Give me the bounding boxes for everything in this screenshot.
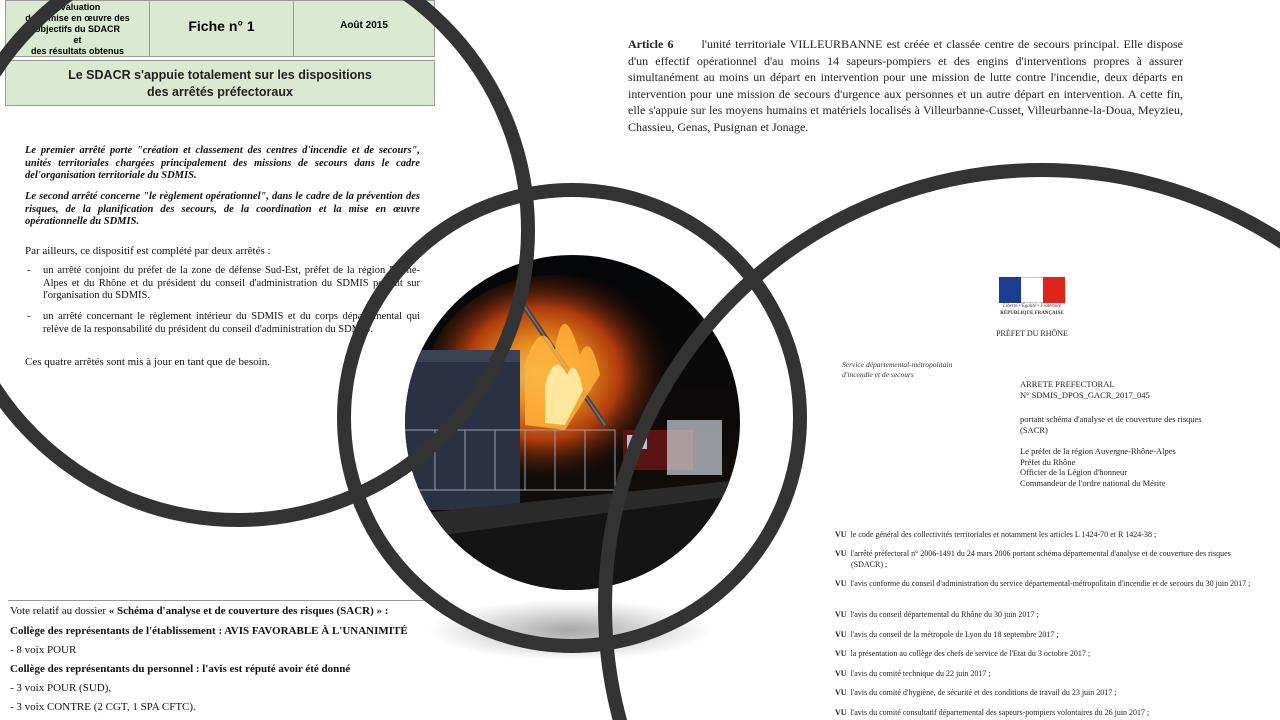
- vu-text: l'arrêté préfectoral n° 2006-1491 du 24 mars 2006 portant schéma départemental d'analyse et de couverture des risques (SDACR) ;: [850, 549, 1231, 569]
- service-label: [842, 360, 992, 380]
- vote-line-1: [10, 605, 388, 617]
- fiche-paragraph-2: Le second arrêté concerne "le règlement opérationnel", dans le cadre de la prévention des risques, de la planification des secours, de la coordination et la mise en œuvre opérationnelle du SDMIS.: [25, 191, 420, 227]
- arrete-document: [830, 270, 1280, 720]
- flag-white: [1021, 277, 1043, 303]
- flag-red: [1043, 277, 1065, 303]
- fiche-bullet-1: [27, 265, 420, 303]
- fiche-bullet-2: [27, 311, 420, 336]
- flag-blue: [999, 277, 1021, 303]
- subject-line: portant schéma d'analyse et de couverture des risques: [1020, 414, 1202, 424]
- arrete-title: [1020, 379, 1250, 400]
- article-text: [628, 36, 1183, 135]
- fiche-header: [5, 0, 435, 57]
- vu-label: VU: [835, 530, 847, 539]
- fiche-date: Août 2015: [340, 20, 388, 31]
- vu-text: l'avis du comité technique du 22 juin 2017 ;: [850, 669, 991, 678]
- vu-text: le code général des collectivités territoriales et notamment les articles L 1424-70 et R 1424-38 ;: [850, 530, 1157, 539]
- republic-label: RÉPUBLIQUE FRANÇAISE: [1000, 311, 1064, 316]
- vu-label: VU: [835, 630, 847, 639]
- signatory-line: Le préfet de la région Auvergne-Rhône-Alpes: [1020, 446, 1176, 456]
- header-line: et: [73, 35, 82, 45]
- vu-item: [835, 688, 1235, 699]
- vu-text: la présentation au collège des chefs de service de l'Etat du 3 octobre 2017 ;: [850, 649, 1091, 658]
- photo-shadow: [430, 600, 710, 660]
- fiche-paragraph-1: Le premier arrêté porte "création et classement des centres d'incendie et de secours", unités territoriales chargées principalement des missions de secours dans le cadre del'organisation territoriale du SDMIS.: [25, 145, 420, 181]
- vu-label: VU: [835, 579, 847, 588]
- vu-item: [835, 610, 1235, 621]
- vote-line-3: - 8 voix POUR: [10, 644, 77, 656]
- marianne-logo: [999, 277, 1065, 303]
- vu-item: [835, 530, 1235, 541]
- header-line: de la mise en œuvre des: [25, 13, 130, 23]
- vu-text: l'avis du conseil de la métropole de Lyon du 18 septembre 2017 ;: [850, 630, 1059, 639]
- fiche-document: [5, 0, 435, 380]
- fiche-number: Fiche n° 1: [150, 1, 294, 56]
- title-line: N° SDMIS_DPOS_GACR_2017_045: [1020, 389, 1150, 400]
- article-label: Article 6: [628, 37, 674, 51]
- vote-dossier: « Schéma d'analyse et de couverture des risques (SACR) » :: [108, 605, 389, 617]
- vu-label: VU: [835, 610, 847, 619]
- service-line: d'incendie et de secours: [842, 370, 914, 379]
- bullet-marker: -: [27, 265, 31, 276]
- vu-item: [835, 649, 1235, 660]
- signatory-line: Commandeur de l'ordre national du Mérite: [1020, 477, 1166, 488]
- vu-label: VU: [835, 649, 847, 658]
- service-line: Service départemental-métropolitain: [842, 360, 953, 369]
- vote-prefix: Vote relatif au dossier: [10, 605, 109, 617]
- signatory-line: Officier de la Légion d'honneur: [1020, 467, 1128, 477]
- vote-line-2: Collège des représentants de l'établissement : AVIS FAVORABLE À L'UNANIMITÉ: [10, 625, 408, 637]
- bullet-marker: -: [27, 311, 31, 322]
- header-line: objectifs du SDACR: [34, 24, 120, 34]
- title-line: ARRETE PREFECTORAL: [1020, 379, 1115, 389]
- fiche-paragraph-4: Ces quatre arrêtés sont mis à jour en tant que de besoin.: [25, 356, 270, 368]
- vote-line-5: - 3 voix POUR (SUD),: [10, 682, 112, 694]
- subtitle-line: Le SDACR s'appuie totalement sur les dispositions: [68, 68, 372, 82]
- vu-item: [835, 630, 1235, 641]
- header-line: Évaluation: [54, 2, 101, 12]
- prefet-label: PRÉFET DU RHÔNE: [996, 329, 1068, 338]
- arrete-subject: [1020, 414, 1250, 435]
- vu-label: VU: [835, 549, 847, 558]
- republic-motto: Liberté • Égalité • Fraternité: [1003, 304, 1061, 309]
- bullet-text: un arrêté conjoint du préfet de la zone de défense Sud-Est, préfet de la région Rhône-Alpes et du Rhône et du président du conseil d'administration du SDMIS portant sur l'organisation du SDMIS.: [43, 265, 420, 301]
- vu-label: VU: [835, 708, 847, 717]
- arrete-signatory: [1020, 446, 1250, 488]
- vote-line-6: - 3 voix CONTRE (2 CGT, 1 SPA CFTC).: [10, 701, 196, 713]
- vu-text: l'avis du comité consultatif départemental des sapeurs-pompiers volontaires du 26 juin 2017 ;: [850, 708, 1150, 717]
- subtitle-line: des arrêtés préfectoraux: [147, 85, 293, 99]
- fire-scene-illustration: [405, 255, 740, 590]
- vu-label: VU: [835, 669, 847, 678]
- article-body: l'unité territoriale VILLEURBANNE est créée et classée centre de secours principal. Elle dispose d'un effectif opérationnel d'au moins 14 sapeurs-pompiers et des engins d'interventions propres à assurer simultanément au moins un départ en intervention pour une mission de lutte contre l'incendie, deux départs en intervention pour une mission de secours d'urgence aux personnes et un autre départ en intervention. A cette fin, elle s'appuie sur les moyens humains et matériels localisés à Villeurbanne-Cusset, Villeurbanne-la-Doua, Meyzieu, Chassieu, Genas, Pusignan et Jonage.: [628, 37, 1183, 134]
- vu-item: [835, 549, 1251, 570]
- vote-line-4: Collège des représentants du personnel : l'avis est réputé avoir été donné: [10, 663, 351, 675]
- bullet-text: un arrêté concernant le règlement intérieur du SDMIS et du corps départemental qui relève de la responsabilité du président du conseil d'administration du SDMIS.: [43, 311, 420, 335]
- vu-item: [835, 708, 1235, 719]
- vu-item: [835, 669, 1235, 680]
- vote-document: [8, 600, 448, 716]
- fire-photo: [405, 255, 740, 590]
- vu-text: l'avis du comité d'hygiène, de sécurité et des conditions de travail du 23 juin 2017 ;: [850, 688, 1117, 697]
- header-line: des résultats obtenus: [30, 46, 125, 56]
- vu-label: VU: [835, 688, 847, 697]
- subject-line: (SACR): [1020, 424, 1048, 435]
- vu-item: [835, 579, 1251, 590]
- vu-text: l'avis du conseil départemental du Rhône du 30 juin 2017 ;: [850, 610, 1039, 619]
- signatory-line: Préfet du Rhône: [1020, 456, 1076, 467]
- fiche-subtitle: [5, 60, 435, 106]
- fiche-paragraph-3: Par ailleurs, ce dispositif est complété par deux arrêtés :: [25, 245, 271, 257]
- article-document: [628, 36, 1183, 136]
- vu-text: l'avis conforme du conseil d'administration du service départemental-métropolitain d'incendie et de secours du 30 juin 2017 ;: [850, 579, 1251, 588]
- fiche-header-evaluation: [6, 1, 150, 56]
